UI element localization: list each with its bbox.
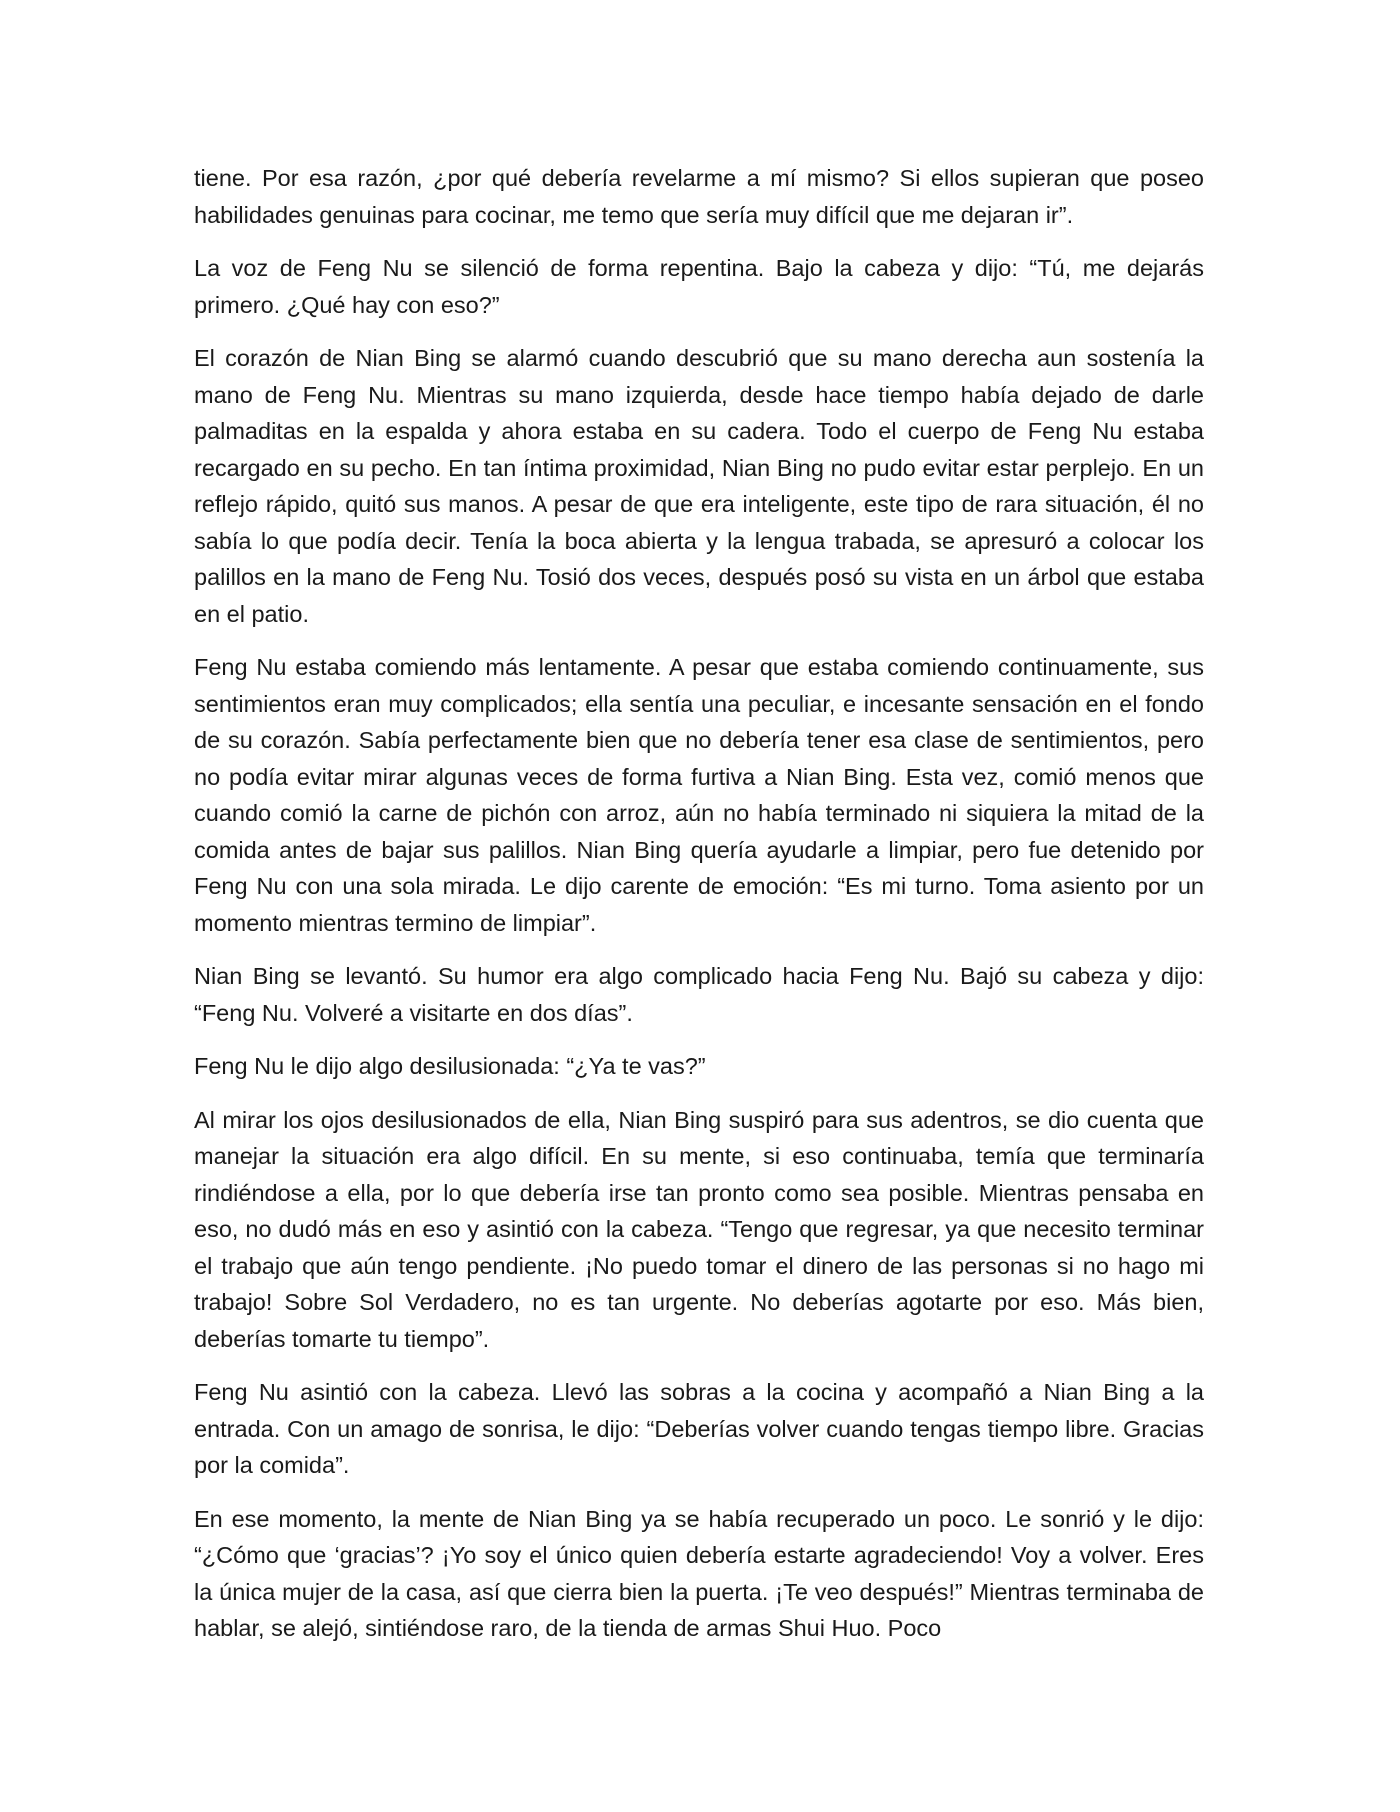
paragraph-5: Nian Bing se levantó. Su humor era algo complicado hacia Feng Nu. Bajó su cabeza y dijo: “Feng Nu. Volveré a visitarte en dos días”. bbox=[194, 963, 1204, 1026]
paragraph-4: Feng Nu estaba comiendo más lentamente. A pesar que estaba comiendo continuamente, sus sentimientos eran muy complicados; ella sentía una peculiar, e incesante sensación en el fondo de su corazón. Sabía perfectamente bien que no debería tener esa clase de sentimientos, pero no podía evitar mirar algunas veces de forma furtiva a Nian Bing. Esta vez, comió menos que cuando comió la carne de pichón con arroz, aún no había terminado ni siquiera la mitad de la comida antes de bajar sus palillos. Nian Bing quería ayudarle a limpiar, pero fue detenido por Feng Nu con una sola mirada. Le dijo carente de emoción: “Es mi turno. Toma asiento por un momento mientras termino de limpiar”. bbox=[194, 654, 1204, 936]
paragraph-6: Feng Nu le dijo algo desilusionada: “¿Ya te vas?” bbox=[194, 1053, 706, 1079]
paragraph-9: En ese momento, la mente de Nian Bing ya se había recuperado un poco. Le sonrió y le dijo: “¿Cómo que ‘gracias’? ¡Yo soy el único quien debería estarte agradeciendo! Voy a volver. Eres la única mujer de la casa, así que cierra bien la puerta. ¡Te veo después!” Mientras terminaba de hablar, se alejó, sintiéndose raro, de la tienda de armas Shui Huo. Poco bbox=[194, 1505, 1204, 1641]
paragraph-7: Al mirar los ojos desilusionados de ella, Nian Bing suspiró para sus adentros, se dio cuenta que manejar la situación era algo difícil. En su mente, si eso continuaba, temía que terminaría rindiéndose a ella, por lo que debería irse tan pronto como sea posible. Mientras pensaba en eso, no dudó más en eso y asintió con la cabeza. “Tengo que regresar, ya que necesito terminar el trabajo que aún tengo pendiente. ¡No puedo tomar el dinero de las personas si no hago mi trabajo! Sobre Sol Verdadero, no es tan urgente. No deberías agotarte por eso. Más bien, deberías tomarte tu tiempo”. bbox=[194, 1106, 1204, 1352]
paragraph-2: La voz de Feng Nu se silenció de forma repentina. Bajo la cabeza y dijo: “Tú, me dejarás primero. ¿Qué hay con eso?” bbox=[194, 255, 1204, 318]
paragraph-1: tiene. Por esa razón, ¿por qué debería revelarme a mí mismo? Si ellos supieran que poseo habilidades genuinas para cocinar, me temo que sería muy difícil que me dejaran ir”. bbox=[194, 165, 1204, 228]
document-page bbox=[194, 160, 1204, 1664]
paragraph-8: Feng Nu asintió con la cabeza. Llevó las sobras a la cocina y acompañó a Nian Bing a la entrada. Con un amago de sonrisa, le dijo: “Deberías volver cuando tengas tiempo libre. Gracias por la comida”. bbox=[194, 1379, 1204, 1478]
paragraph-3: El corazón de Nian Bing se alarmó cuando descubrió que su mano derecha aun sostenía la mano de Feng Nu. Mientras su mano izquierda, desde hace tiempo había dejado de darle palmaditas en la espalda y ahora estaba en su cadera. Todo el cuerpo de Feng Nu estaba recargado en su pecho. En tan íntima proximidad, Nian Bing no pudo evitar estar perplejo. En un reflejo rápido, quitó sus manos. A pesar de que era inteligente, este tipo de rara situación, él no sabía lo que podía decir. Tenía la boca abierta y la lengua trabada, se apresuró a colocar los palillos en la mano de Feng Nu. Tosió dos veces, después posó su vista en un árbol que estaba en el patio. bbox=[194, 345, 1204, 627]
